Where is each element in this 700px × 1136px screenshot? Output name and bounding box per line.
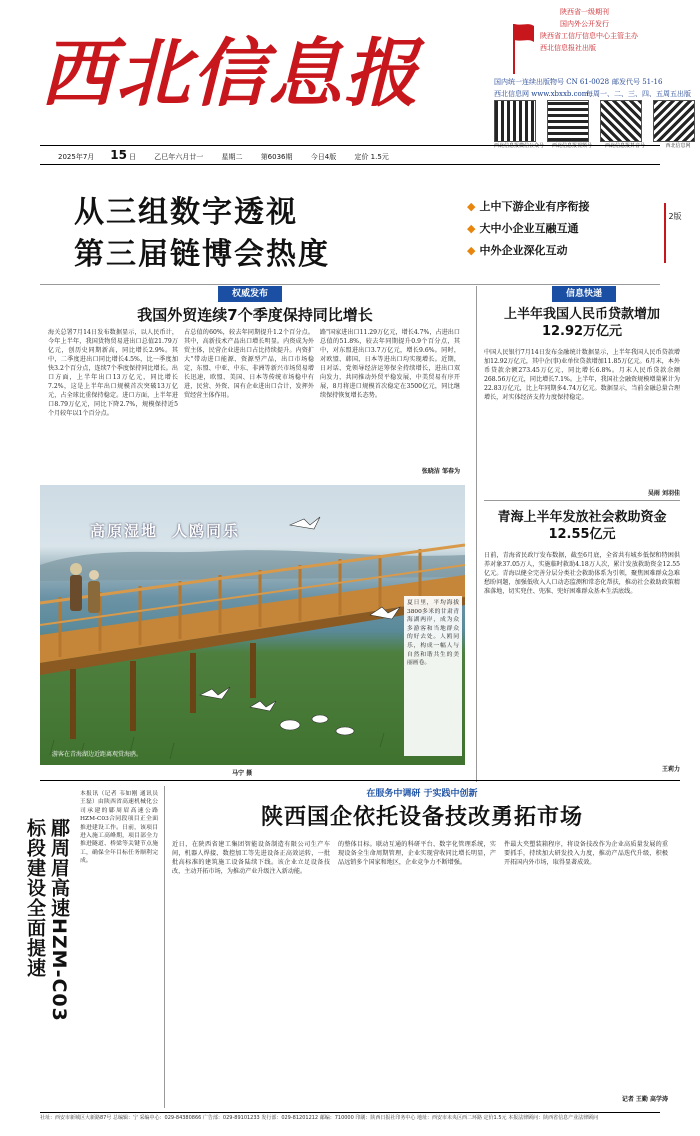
issue-day-label: 日 <box>128 153 136 161</box>
vertical-headline-col2: 标段建设全面提速 <box>24 818 46 978</box>
right-article2-author: 王莉力 <box>661 766 680 773</box>
sidebar-vertical-headline <box>10 818 74 1084</box>
right-article1-author: 吴雨 刘羽佳 <box>647 490 680 497</box>
headline-bullets <box>467 196 667 262</box>
info-schedule: 每周一、二、三、四、五周五出版 <box>586 90 691 98</box>
info-sponsor: 陕西省工信厅信息中心主管主办 <box>540 32 638 40</box>
bottom-article-title: 陕西国企依托设备技改勇拓市场 <box>260 805 583 830</box>
column-divider <box>164 786 165 1108</box>
lead-article-author: 张晓洁 邹春为 <box>421 468 460 475</box>
lead-article-col1: 海关总署7月14日发布数据显示，以人民币计，今年上半年，我国货物贸易进出口总值21.79万亿元，创历史同期新高，同比增长2.9%。其中，二季度进出口同比增长4.5%，比一季度加快3.2个百分点，连续7个季度保持同比增长。出口方面，上半年出口13万亿元，同比增长7.2%，这是上半年出口规模首次突破13万亿元，占全球比重保持稳定。进口方面，上半年进口8.79万亿元，同比下降2.7%，规模保持近5个月较年以1个百分点。 <box>48 329 178 417</box>
logo-text: 西北信息报 <box>40 31 420 117</box>
issue-info-bar <box>40 145 660 165</box>
bottom-article-col3: 件最大夹塑装箱程序，将设备技改作为企业高质量发展的重要抓手，持续加大研发投入力度，推动产品迭代升级，积极开拓国内外市场，取得显著成效。 <box>504 841 668 866</box>
issue-day: 15 <box>110 148 127 162</box>
section-tag-express: 信息快递 <box>552 286 616 302</box>
bullet-item: ◆ 大中小企业互融互通 <box>467 222 579 235</box>
issue-number: 第6036期 <box>260 153 293 161</box>
column-divider <box>476 286 477 782</box>
qr-code-icon <box>494 100 536 142</box>
qr-code-icon <box>653 100 695 142</box>
footer-info: 社址：西安市新城区大新路87号 总编辑：宁 采编中心：029-84380866 广告部：029-89101233 发行部：029-81201212 邮编：710000 印刷：陕西日报社印务中心 地址：西安市未央区西二环路 定价1.5元 本报法律顾问：陕西省信息产业法律顾问 <box>40 1112 660 1124</box>
info-level: 陕西省一级期刊 <box>560 8 609 16</box>
qr-code-icon <box>547 100 589 142</box>
info-cn-number: 国内统一连续出版物号 CN 61-0028 <box>494 78 610 86</box>
issue-lunar: 乙巳年六月廿一 <box>154 153 204 161</box>
lead-article-col3: 路"国家进出口11.29万亿元，增长4.7%，占进出口总值的51.8%，较去年同期提升0.9个百分点，其中，对东盟进出口3.7万亿元，增长9.6%。同时，对欧盟、韩国、日本等进出口均实现增长。近期，日对话、党领导经济运筹保全持续增长，进出口双向发力，共同推动外贸平稳发展，中美贸易有序开展，8月将进口规模首次稳定在3500亿元，同比继续保持恢复增长态势。 <box>320 329 460 399</box>
photo-caption: 夏日里，平均海拔3800多米的甘肃青海湖两岸，成为众多游客和当地群众的好去处。人鸥同乐，构成一幅人与自然和谐共生的美丽画卷。 <box>407 600 459 667</box>
diamond-icon: ◆ <box>467 200 476 213</box>
qr-label: 西北信息报视频号 <box>551 143 592 149</box>
info-distribution: 国内外公开发行 <box>560 20 609 28</box>
lead-article-title: 我国外贸连续7个季度保持同比增长 <box>137 306 373 324</box>
diamond-icon: ◆ <box>467 222 476 235</box>
info-website: 西北信息网 www.xbxxb.com <box>494 90 589 98</box>
diamond-icon: ◆ <box>467 244 476 257</box>
qr-website[interactable] <box>653 100 700 149</box>
qr-video[interactable] <box>547 100 597 149</box>
masthead <box>0 0 700 149</box>
page-jump-tab[interactable]: 2版 <box>664 203 684 263</box>
photo-title-part-a: 高原湿地 <box>90 522 159 540</box>
vertical-headline-col1: 郿周眉高速HZM-C03 <box>48 818 70 1022</box>
issue-date: 2025年7月 <box>58 153 95 161</box>
main-headline-line1: 从三组数字透视 <box>74 195 298 230</box>
info-publisher: 西北信息报社出版 <box>540 44 596 52</box>
sidebar-article-text: 本报讯（记者 韦如刚 通讯员 王磊）由陕西省高速机械化公司承建的郿周眉高速公路HZM-C03合同段项目正全面推进建设工作。日前，该项目进入施工高峰期，项目部全力推进隧道、桥梁等关键节点施工，确保全年目标任务顺利完成。 <box>80 791 158 865</box>
bullet-item: ◆ 上中下游企业有序衔接 <box>467 200 590 213</box>
photo-overlay-title <box>90 520 240 541</box>
main-headline-line2: 第三届链博会热度 <box>74 237 330 272</box>
photo-bottom-caption: 游客在青海湖边近距离观赏海鸥。 <box>52 751 143 758</box>
qr-code-icon <box>600 100 642 142</box>
qr-douyin[interactable] <box>600 100 650 149</box>
bottom-article-col2: 的整体目标。联动互通的科研平台、数字化管理系统，实现设备全生命周期管理，企业实现营收同比增长明显，产品远销多个国家和地区，企业竞争力不断增强。 <box>338 841 496 866</box>
qr-label: 西北信息报微信公众号 <box>494 143 545 149</box>
lead-article-col2: 占总值的60%，较去年同期提升1.2个百分点。其中，高新技术产品出口增长明显。内资成为外贸主体，民营企业进出口占比持续提升。内资扩大"带动进口能源、资源型产品，出口市场稳定，东盟、中亚、中东、非洲等新兴市场贸易增长迅速，欧盟、美国、日本等传统市场稳中有进，民营、外资、国有企业进出口合计，发挥外贸经营主体作用。 <box>184 329 314 399</box>
bullet-item: ◆ 中外企业深化互动 <box>467 244 568 257</box>
bottom-article-col1: 近日，在陕西省建工集团智能设备制造有限公司生产车间，机器人焊接、数控加工等先进设备正高效运转，一批批高标准的建筑施工设备陆续下线。该企业立足设备技改，主动开拓市场，为推动产业升级注入新动能。 <box>172 841 330 875</box>
bottom-article-author: 记者 王勤 高学涛 <box>621 1096 668 1103</box>
issue-weekday: 星期二 <box>221 153 243 161</box>
qr-label: 西北信息网 <box>665 143 691 149</box>
right-article2-text: 日前，青海省民政厅发布数据，截至6月底，全省共有城乡低保和特困供养对象37.05万人，实施临时救助4.18万人次，累计发放救助资金12.55亿元。青海以健全完善分层分类社会救助体系为引领，聚焦困难群众急难愁盼问题，加强低收入人口动态监测和常态化帮扶，推动社会救助政策精准落地，切实兜住、兜准、兜好困难群众基本生活底线。 <box>484 552 680 595</box>
right-article2-title: 青海上半年发放社会救助资金12.55亿元 <box>497 510 667 542</box>
photo-credit: 马宁 摄 <box>232 770 253 777</box>
bottom-article-tag: 在服务中调研 于实践中创新 <box>366 789 478 799</box>
newspaper-logo <box>40 28 470 120</box>
photo-caption-box <box>404 596 462 756</box>
qr-label: 西北信息报抖音号 <box>604 143 645 149</box>
qr-wechat[interactable] <box>494 100 544 149</box>
issue-pages: 今日4版 <box>310 153 337 161</box>
photo-title-part-b: 人鸥同乐 <box>172 522 241 540</box>
right-article1-title: 上半年我国人民币贷款增加12.92万亿元 <box>503 307 660 339</box>
info-postal-code: 邮发代号 51-16 <box>612 78 663 86</box>
issue-price: 定价 1.5元 <box>354 153 389 161</box>
section-tag-authority: 权威发布 <box>218 286 282 302</box>
red-flag-icon <box>508 20 536 76</box>
right-article1-text: 中国人民银行7月14日发布金融统计数据显示，上半年我国人民币贷款增加12.92万亿元，其中企(事)业单位贷款增加11.85万亿元。6月末，本外币贷款余额273.45万亿元，同比增长6.8%。月末人民币贷款余额268.56万亿元，同比增长7.1%。上半年，我国社会融资规模增量累计为22.83万亿元，比上年同期多4.74万亿元。数据显示，当前金融总量合理增长，对实体经济支持力度保持稳定。 <box>484 349 680 401</box>
